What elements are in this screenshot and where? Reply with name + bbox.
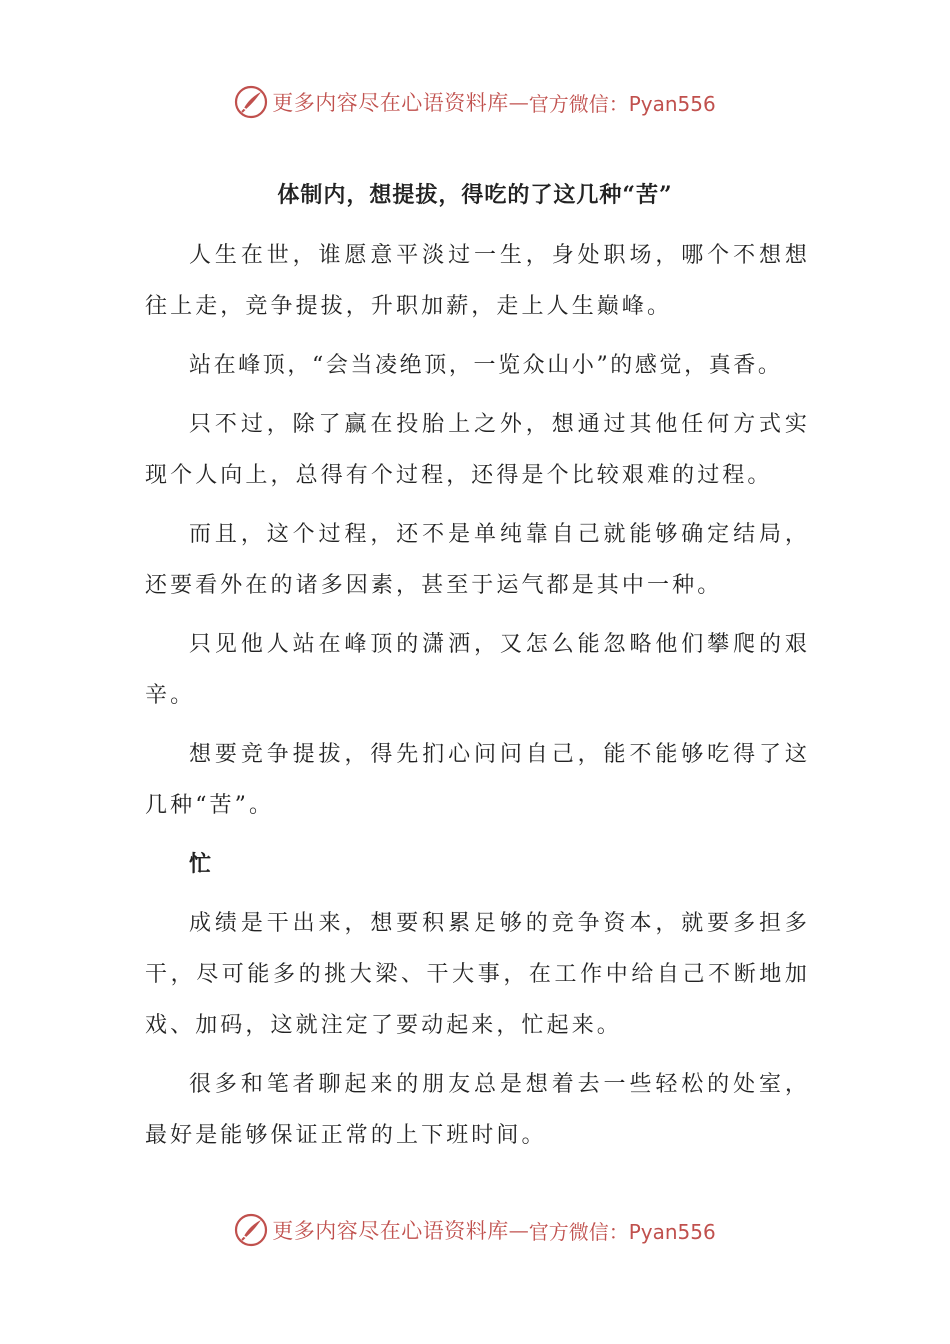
quill-pen-logo-icon bbox=[234, 1213, 268, 1247]
section-heading: 忙 bbox=[189, 851, 212, 877]
paragraph: 只不过，除了赢在投胎上之外，想通过其他任何方式实现个人向上，总得有个过程，还得是个比较艰难的过程。 bbox=[145, 412, 810, 488]
header-banner-wechat: 官方微信：Pyan556 bbox=[528, 91, 716, 116]
footer-banner bbox=[0, 1208, 950, 1252]
footer-banner-wechat: 官方微信：Pyan556 bbox=[528, 1219, 716, 1244]
paragraph: 而且，这个过程，还不是单纯靠自己就能够确定结局，还要看外在的诸多因素，甚至于运气都是其中一种。 bbox=[145, 522, 810, 598]
footer-banner-separator: — bbox=[508, 1218, 529, 1242]
paragraph: 人生在世，谁愿意平淡过一生，身处职场，哪个不想想往上走，竞争提拔，升职加薪，走上人生巅峰。 bbox=[145, 243, 810, 319]
paragraph: 很多和笔者聊起来的朋友总是想着去一些轻松的处室，最好是能够保证正常的上下班时间。 bbox=[145, 1072, 810, 1148]
paragraph: 成绩是干出来，想要积累足够的竞争资本，就要多担多干，尽可能多的挑大梁、干大事，在工作中给自己不断地加戏、加码，这就注定了要动起来，忙起来。 bbox=[145, 911, 810, 1038]
paragraph: 想要竞争提拔，得先扪心问问自己，能不能够吃得了这几种“苦”。 bbox=[145, 742, 810, 818]
footer-banner-text: 更多内容尽在心语资料库 bbox=[272, 1219, 509, 1243]
paragraph: 站在峰顶，“会当凌绝顶，一览众山小”的感觉，真香。 bbox=[189, 353, 783, 378]
article-body bbox=[145, 230, 810, 1169]
header-banner bbox=[0, 80, 950, 124]
paragraph: 只见他人站在峰顶的潇洒，又怎么能忽略他们攀爬的艰辛。 bbox=[145, 632, 810, 708]
article-title: 体制内，想提拔，得吃的了这几种“苦” bbox=[277, 182, 673, 208]
header-banner-text: 更多内容尽在心语资料库 bbox=[272, 91, 509, 115]
header-banner-separator: — bbox=[508, 90, 529, 114]
quill-pen-logo-icon bbox=[234, 85, 268, 119]
